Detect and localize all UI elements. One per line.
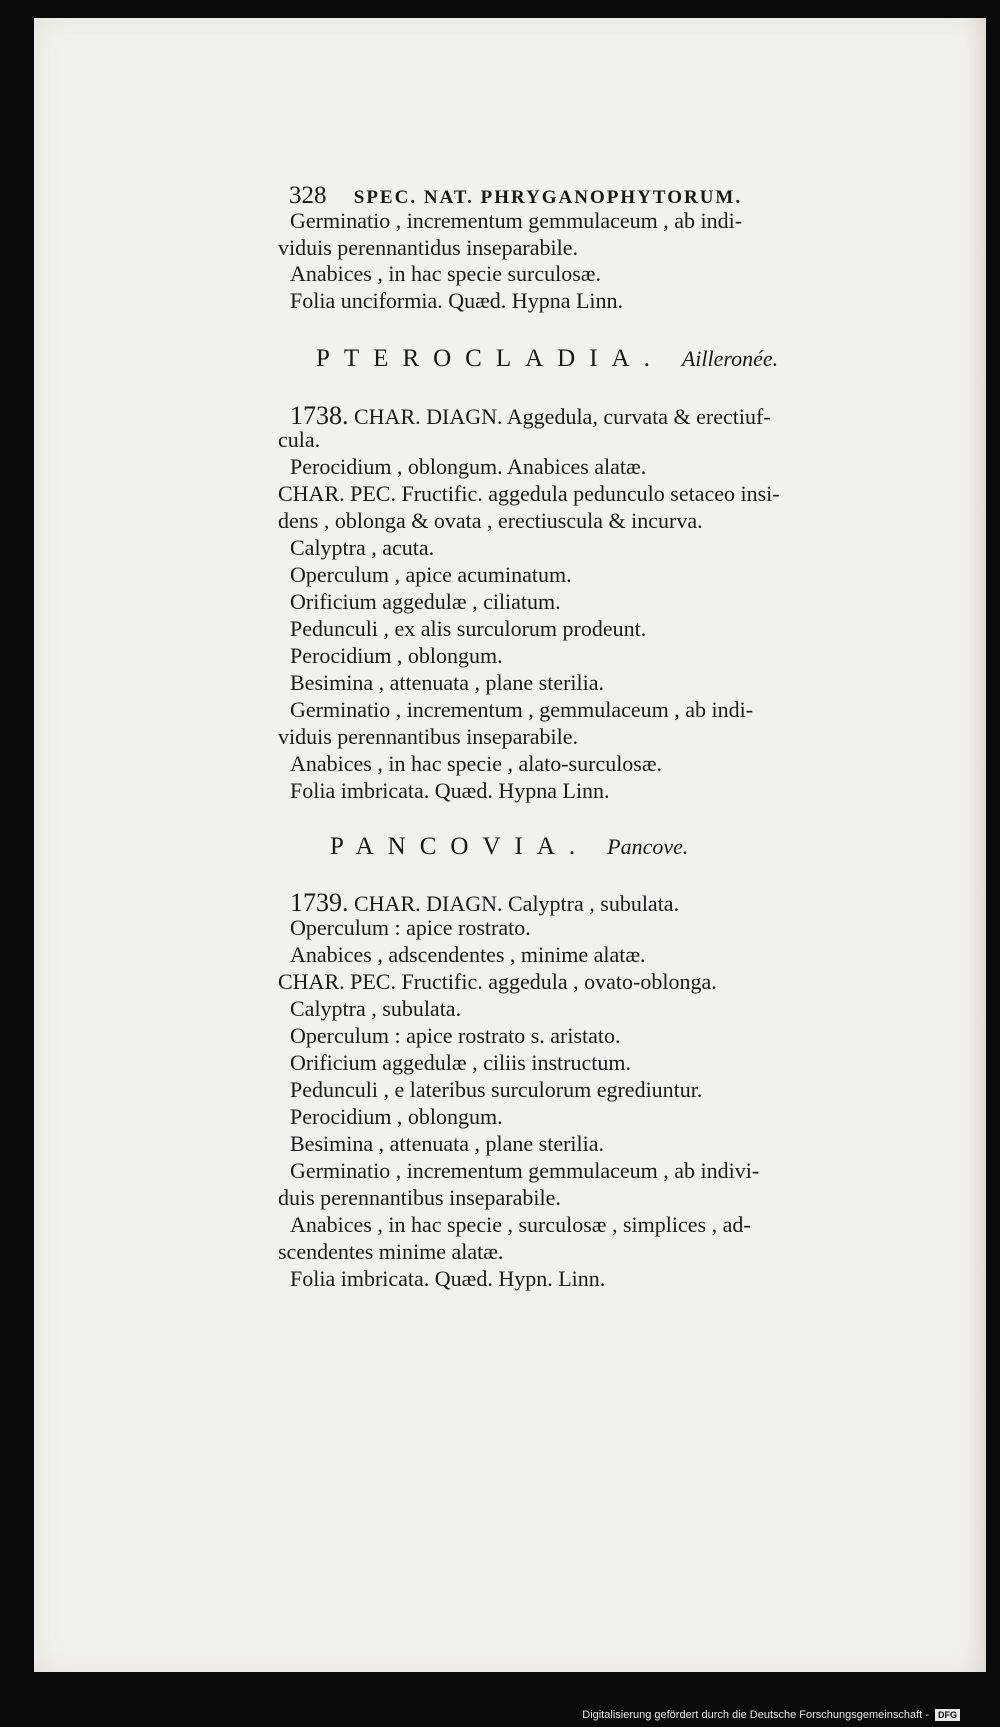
page-header	[289, 182, 742, 210]
genus-french-name: Ailleronée.	[681, 346, 779, 371]
text-line: cula.	[278, 427, 321, 452]
book-page	[34, 18, 986, 1672]
text-line: Operculum : apice rostrato s. aristato.	[290, 1023, 621, 1048]
viewer-footer	[0, 1672, 1000, 1727]
text-line: dens , oblonga & ovata , erectiuscula & incurva.	[278, 508, 703, 533]
text-line: Perocidium , oblongum.	[290, 643, 503, 668]
entry-line	[290, 888, 679, 918]
text-line: viduis perennantibus inseparabile.	[278, 724, 578, 749]
text-line: CHAR. PEC. Fructific. aggedula , ovato-oblonga.	[278, 969, 717, 994]
page-number: 328	[289, 182, 327, 209]
entry-text: CHAR. DIAGN. Aggedula, curvata & erectiuf-	[354, 404, 771, 429]
text-line: Pedunculi , ex alis surculorum prodeunt.	[290, 616, 647, 641]
text-line: CHAR. PEC. Fructific. aggedula pedunculo setaceo insi-	[278, 481, 780, 506]
text-line: Besimina , attenuata , plane sterilia.	[290, 1131, 605, 1156]
text-line: Pedunculi , e lateribus surculorum egrediuntur.	[290, 1077, 703, 1102]
text-line: Orificium aggedulæ , ciliis instructum.	[290, 1050, 631, 1075]
genus-name: PTEROCLADIA.	[316, 345, 664, 372]
text-line: Folia imbricata. Quæd. Hypn. Linn.	[290, 1266, 606, 1291]
text-line: Calyptra , acuta.	[290, 535, 435, 560]
entry-text: CHAR. DIAGN. Calyptra , subulata.	[354, 891, 680, 916]
genus-heading	[316, 345, 778, 373]
entry-number: 1739.	[290, 888, 349, 917]
text-line: Folia unciformia. Quæd. Hypna Linn.	[290, 288, 624, 313]
text-line: Anabices , in hac specie , surculosæ , simplices , ad-	[290, 1212, 751, 1237]
text-line: Germinatio , incrementum gemmulaceum , ab indi-	[290, 208, 743, 233]
genus-name: PANCOVIA.	[330, 833, 590, 860]
text-line: Germinatio , incrementum , gemmulaceum , ab indi-	[290, 697, 754, 722]
entry-line	[290, 401, 771, 431]
text-line: Anabices , in hac specie , alato-surculosæ.	[290, 751, 663, 776]
text-line: Besimina , attenuata , plane sterilia.	[290, 670, 605, 695]
text-line: duis perennantibus inseparabile.	[278, 1185, 561, 1210]
text-line: Calyptra , subulata.	[290, 996, 462, 1021]
dfg-logo: DFG	[935, 1709, 960, 1721]
text-line: Anabices , adscendentes , minime alatæ.	[290, 942, 646, 967]
text-line: Perocidium , oblongum.	[290, 1104, 503, 1129]
entry-number: 1738.	[290, 401, 349, 430]
genus-heading	[330, 833, 688, 861]
running-title: SPEC. NAT. PHRYGANOPHYTORUM.	[353, 187, 743, 208]
text-line: viduis perennantidus inseparabile.	[278, 235, 578, 260]
credit-text: Digitalisierung gefördert durch die Deutsche Forschungsgemeinschaft -	[582, 1709, 929, 1721]
text-line: Folia imbricata. Quæd. Hypna Linn.	[290, 778, 610, 803]
text-line: Orificium aggedulæ , ciliatum.	[290, 589, 561, 614]
text-line: Anabices , in hac specie surculosæ.	[290, 261, 601, 286]
text-line: Perocidium , oblongum. Anabices alatæ.	[290, 454, 647, 479]
digitization-credit	[582, 1709, 960, 1721]
text-line: Germinatio , incrementum gemmulaceum , ab indivi-	[290, 1158, 760, 1183]
text-line: Operculum , apice acuminatum.	[290, 562, 572, 587]
genus-french-name: Pancove.	[607, 834, 689, 859]
text-line: scendentes minime alatæ.	[278, 1239, 504, 1264]
text-line: Operculum : apice rostrato.	[290, 915, 531, 940]
